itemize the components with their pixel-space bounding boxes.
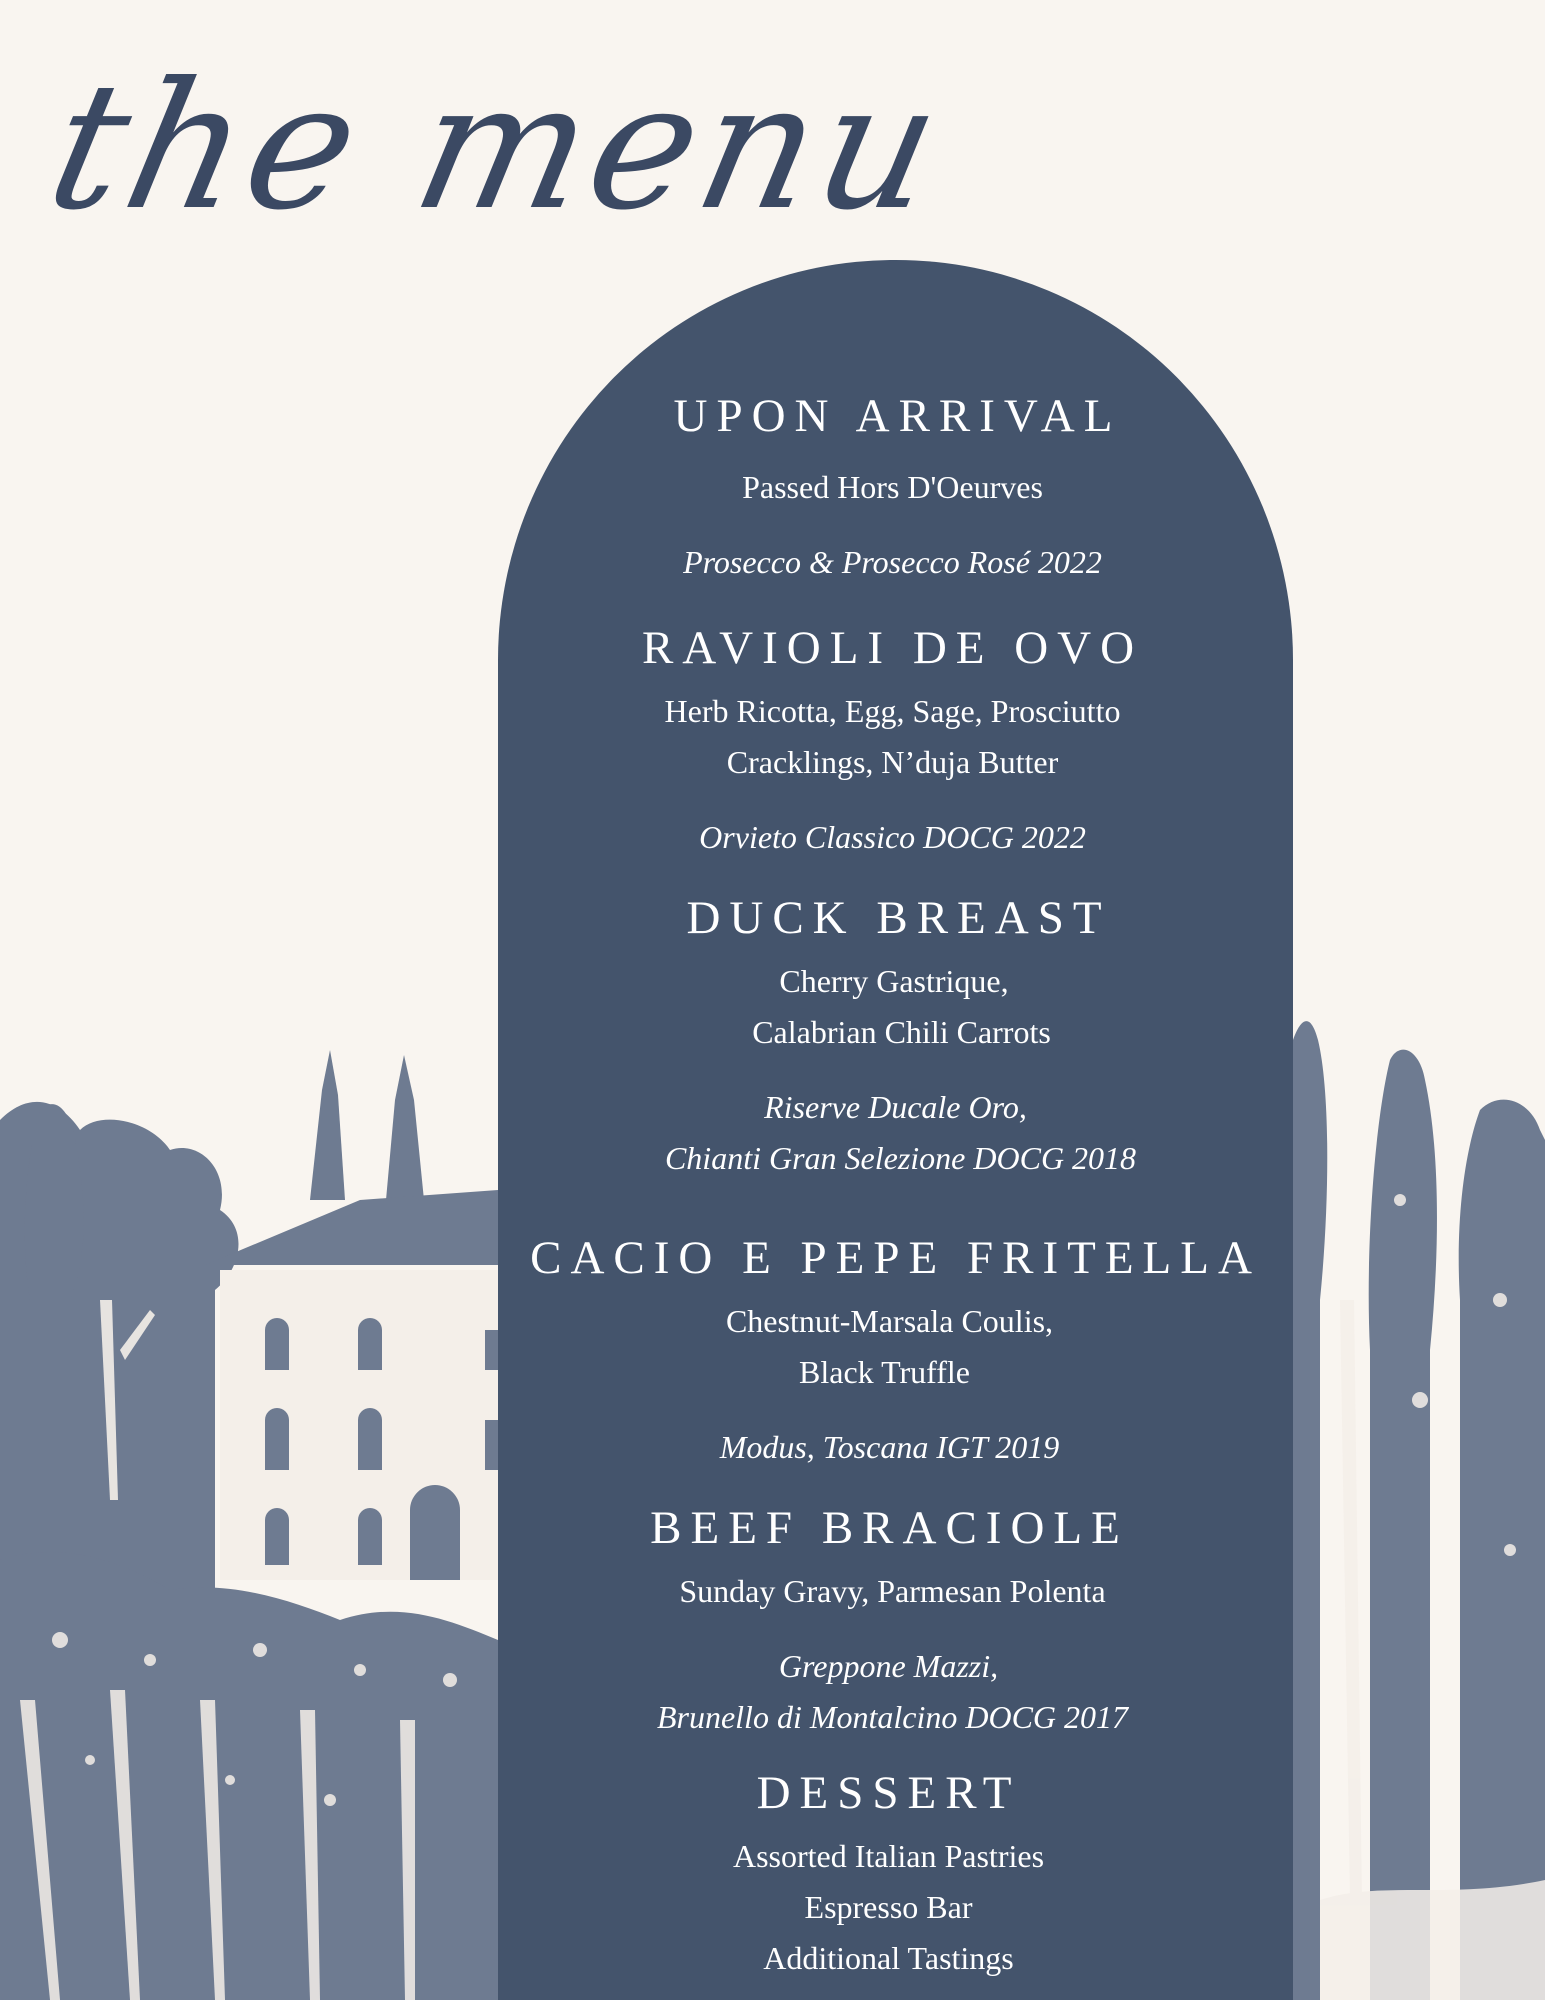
course-ravioli-de-ovo <box>498 622 1293 863</box>
dish-line: Calabrian Chili Carrots <box>752 1014 1051 1050</box>
page-title: the menu <box>33 46 962 249</box>
wine-line: Prosecco & Prosecco Rosé 2022 <box>683 544 1102 580</box>
course-dessert <box>498 1767 1293 1984</box>
dish-line: Herb Ricotta, Egg, Sage, Prosciutto <box>664 693 1121 729</box>
course-cacio-e-pepe-fritella <box>498 1232 1293 1473</box>
course-beef-braciole <box>498 1502 1293 1743</box>
course-heading: CACIO E PEPE FRITELLA <box>530 1232 1261 1284</box>
wine-line: Greppone Mazzi, <box>778 1648 999 1684</box>
course-duck-breast <box>498 892 1293 1184</box>
wine-line: Riserve Ducale Oro, <box>764 1089 1027 1125</box>
dish-line: Assorted Italian Pastries <box>732 1838 1045 1874</box>
dish-line: Additional Tastings <box>763 1940 1014 1976</box>
dish-line: Black Truffle <box>799 1354 970 1390</box>
course-heading: RAVIOLI DE OVO <box>641 622 1144 674</box>
dish-line: Chestnut-Marsala Coulis, <box>725 1303 1054 1339</box>
dish-line: Cherry Gastrique, <box>779 963 1009 999</box>
wine-line: Modus, Toscana IGT 2019 <box>719 1429 1060 1465</box>
dish-line: Sunday Gravy, Parmesan Polenta <box>679 1573 1106 1609</box>
course-heading: BEEF BRACIOLE <box>650 1502 1129 1554</box>
course-heading: DUCK BREAST <box>686 892 1111 944</box>
course-upon-arrival <box>498 390 1293 588</box>
dish-line: Espresso Bar <box>804 1889 973 1925</box>
course-heading: UPON ARRIVAL <box>673 390 1122 442</box>
wine-line: Chianti Gran Selezione DOCG 2018 <box>664 1140 1137 1176</box>
dish-line: Passed Hors D'Oeurves <box>742 469 1043 505</box>
wine-line: Orvieto Classico DOCG 2022 <box>699 819 1086 855</box>
course-heading: DESSERT <box>756 1767 1021 1819</box>
wine-line: Brunello di Montalcino DOCG 2017 <box>656 1699 1129 1735</box>
dish-line: Cracklings, N’duja Butter <box>726 744 1059 780</box>
